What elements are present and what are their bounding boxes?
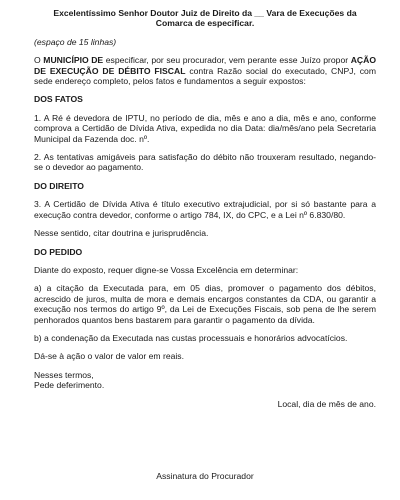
intro-text-2: especificar, por seu procurador, vem perante esse Juízo propor	[103, 55, 351, 66]
action-name: AÇÃO DE EXECUÇÃO DE DÉBITO FISCAL	[34, 55, 377, 76]
pedido-intro: Diante do exposto, requer digne-se Vossa Excelência em determinar:	[34, 264, 299, 275]
section-heading-fatos: DOS FATOS	[34, 94, 83, 105]
section-heading-pedido: DO PEDIDO	[34, 246, 83, 257]
municipio-label: MUNICÍPIO DE	[43, 55, 104, 66]
petition-document	[34, 8, 376, 409]
direito-sentido: Nesse sentido, citar doutrina e jurisprudência.	[34, 228, 209, 239]
pedido-item-a: a) a citação da Executada para, em 05 dias, promover o pagamento dos débitos, acrescido de juros, multa de mora e demais encargos constantes da CDA, ou garantir a execução nos termos do artigo 9º, da Lei de Execuções Fiscais, sob pena de lhe serem penhorados quantos bens bastarem para garantir o pagamento da dívida.	[34, 283, 376, 325]
spacing-note: (espaço de 15 linhas)	[34, 36, 117, 47]
pedido-valor: Dá-se à ação o valor de valor em reais.	[34, 351, 184, 362]
closing-line-2: Pede deferimento.	[34, 380, 105, 391]
pedido-item-b: b) a condenação da Executada nas custas processuais e honorários advocatícios.	[34, 332, 348, 343]
intro-text-3: contra Razão social do executado, CNPJ, com sede endereço completo, pelos fatos e fundamentos a seguir expostos:	[34, 65, 376, 87]
section-heading-direito: DO DIREITO	[34, 180, 84, 191]
intro-paragraph	[34, 55, 376, 86]
direito-item-3: 3. A Certidão de Dívida Ativa é título executivo extrajudicial, por si só bastante para a execução contra devedor, conforme o artigo 784, IX, do CPC, e a Lei nº 6.830/80.	[34, 199, 376, 220]
fatos-item-2: 2. As tentativas amigáveis para satisfação do débito não trouxeram resultado, negando-se o devedor ao pagamento.	[34, 152, 376, 173]
signature-line: Assinatura do Procurador	[156, 471, 254, 481]
closing-line-1: Nesses termos,	[34, 369, 94, 380]
fatos-item-1: 1. A Ré é devedora de IPTU, no período de dia, mês e ano a dia, mês e ano, conforme comprova a Certidão de Dívida Ativa, expedida no dia Data: dia/mês/ano pela Secretaria Municipal da Fazenda doc. nº.	[34, 112, 376, 144]
place-and-date: Local, dia de mês de ano.	[277, 398, 376, 409]
intro-text-1: O	[34, 55, 44, 66]
document-header: Excelentíssimo Senhor Doutor Juiz de Direito da __ Vara de Execuções da Comarca de especificar.	[53, 8, 357, 29]
